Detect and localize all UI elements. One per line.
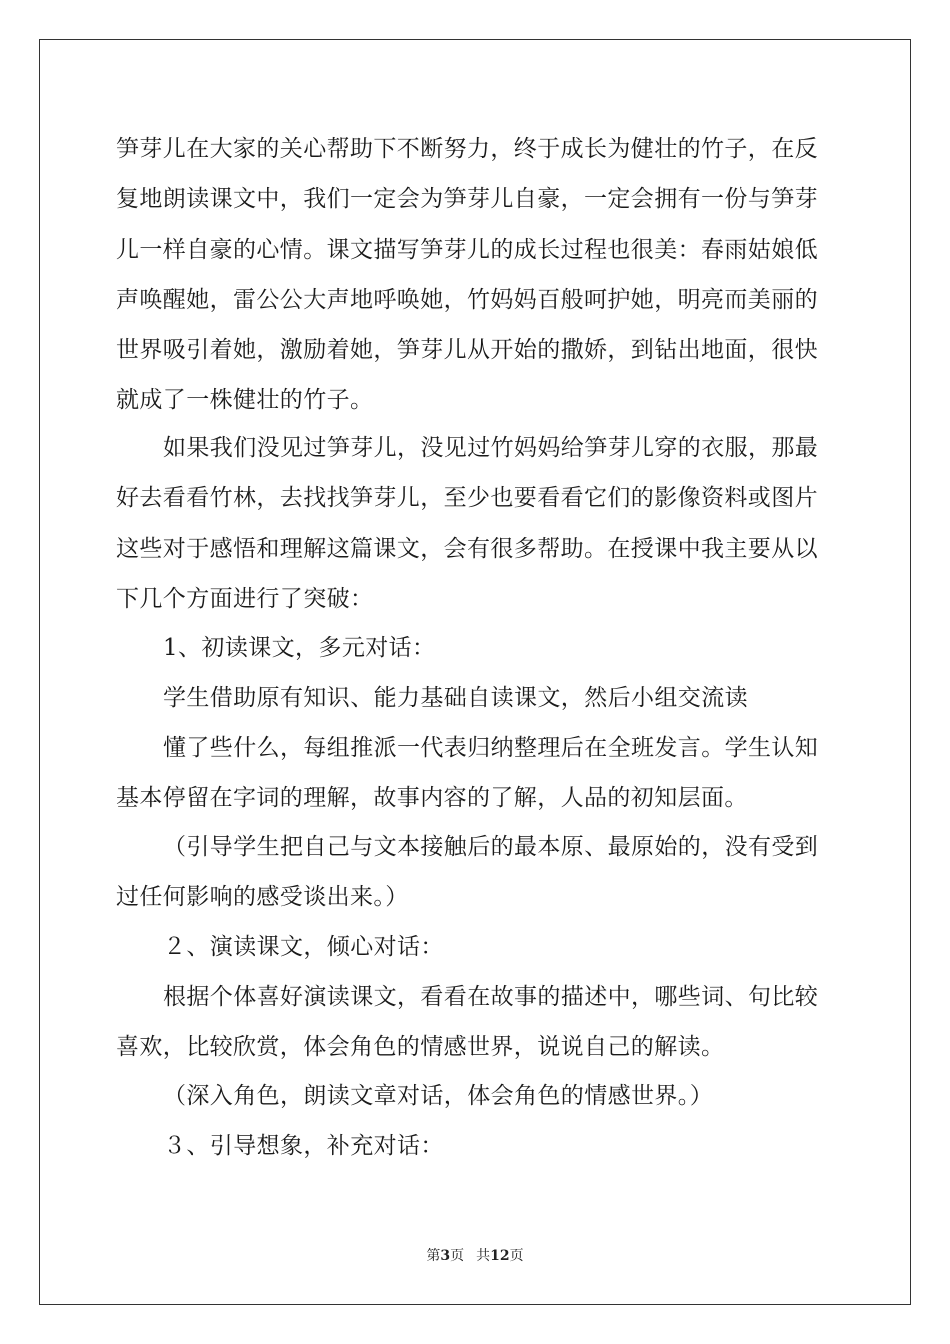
text-line: 笋芽儿在大家的关心帮助下不断努力，终于成长为健壮的竹子，在反	[116, 136, 818, 162]
text-line: 这些对于感悟和理解这篇课文，会有很多帮助。在授课中我主要从以	[116, 536, 818, 562]
text-line: 就成了一株健壮的竹子。	[116, 387, 374, 413]
text-line: （引导学生把自己与文本接触后的最本原、最原始的，没有受到	[163, 834, 819, 860]
text-line: 喜欢，比较欣赏，体会角色的情感世界，说说自己的解读。	[116, 1034, 725, 1060]
text-line: 复地朗读课文中，我们一定会为笋芽儿自豪，一定会拥有一份与笋芽	[116, 186, 818, 212]
text-line: 学生借助原有知识、能力基础自读课文，然后小组交流读	[163, 685, 748, 711]
text-line: 下几个方面进行了突破：	[116, 586, 374, 612]
text-line: 世界吸引着她，激励着她，笋芽儿从开始的撒娇，到钻出地面，很快	[116, 337, 818, 363]
section-heading: 1、初读课文，多元对话：	[163, 635, 436, 661]
text-line: 声唤醒她，雷公公大声地呼唤她，竹妈妈百般呵护她，明亮而美丽的	[116, 287, 818, 313]
text-line: 根据个体喜好演读课文，看看在故事的描述中，哪些词、句比较	[163, 984, 819, 1010]
section-heading: ２、演读课文，倾心对话：	[163, 934, 444, 960]
page-suffix: 页	[450, 1248, 465, 1264]
page-number: 3	[440, 1248, 451, 1264]
page-prefix: 第	[426, 1248, 441, 1264]
page-footer	[0, 1247, 950, 1265]
text-line: 好去看看竹林，去找找笋芽儿，至少也要看看它们的影像资料或图片	[116, 485, 818, 511]
section-heading: ３、引导想象，补充对话：	[163, 1133, 444, 1159]
total-prefix: 共	[476, 1248, 491, 1264]
text-line: 基本停留在字词的理解，故事内容的了解，人品的初知层面。	[116, 785, 748, 811]
total-suffix: 页	[509, 1248, 524, 1264]
text-line: （深入角色，朗读文章对话，体会角色的情感世界。）	[163, 1083, 714, 1109]
text-line: 儿一样自豪的心情。课文描写笋芽儿的成长过程也很美：春雨姑娘低	[116, 237, 818, 263]
page-border	[39, 39, 911, 1305]
text-line: 懂了些什么，每组推派一代表归纳整理后在全班发言。学生认知	[163, 735, 819, 761]
page-total: 12	[490, 1248, 510, 1264]
text-line: 过任何影响的感受谈出来。）	[116, 884, 409, 910]
text-line: 如果我们没见过笋芽儿，没见过竹妈妈给笋芽儿穿的衣服，那最	[163, 435, 819, 461]
